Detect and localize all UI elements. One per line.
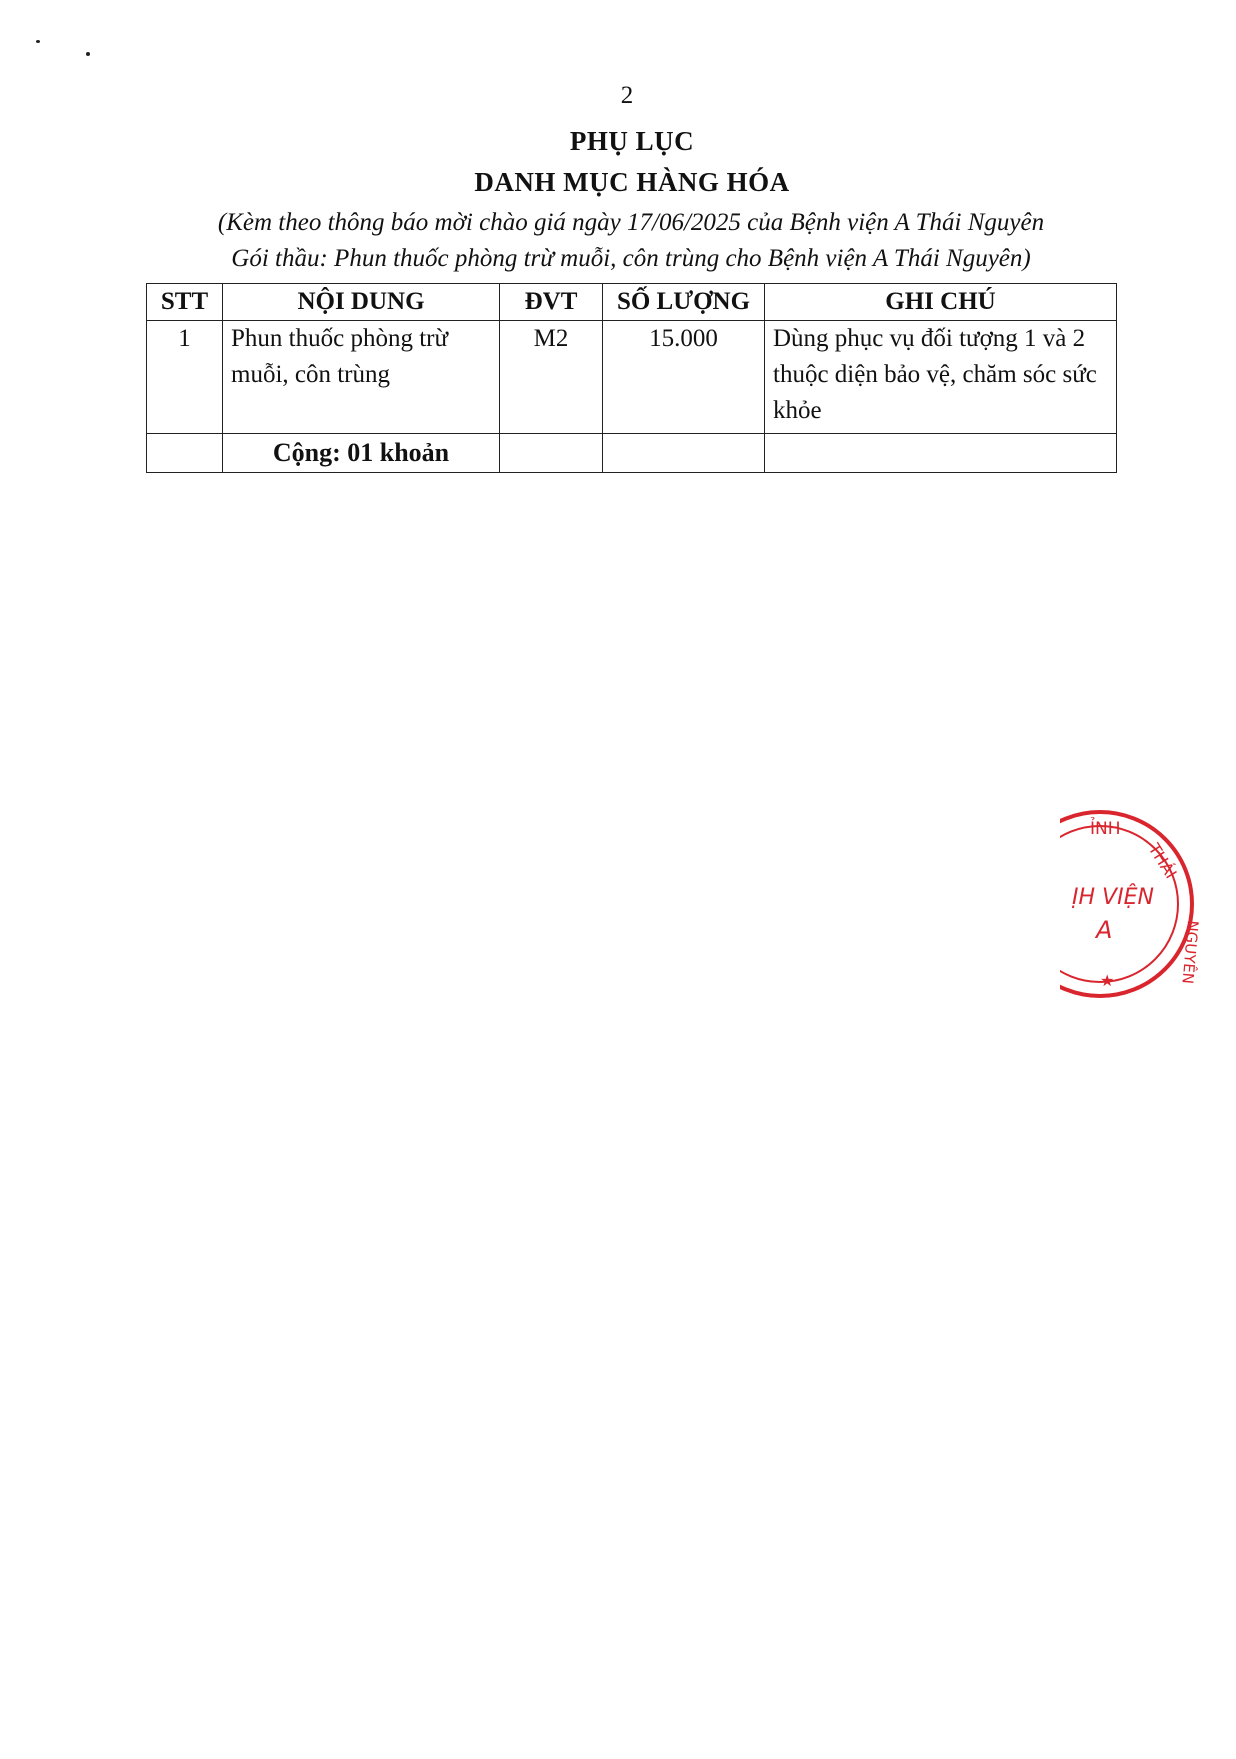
total-row: [147, 434, 1117, 473]
seal-text-center-2: A: [1096, 916, 1113, 944]
scan-speck: [36, 40, 40, 43]
total-cell-stt: [147, 434, 223, 473]
seal-star-icon: ★: [1100, 971, 1115, 990]
cell-ghi-chu: Dùng phục vụ đối tượng 1 và 2 thuộc diện bảo vệ, chăm sóc sức khỏe: [765, 321, 1117, 434]
goods-list-title: DANH MỤC HÀNG HÓA: [474, 167, 790, 197]
seal-text-right-2: NGUYÊN: [1178, 919, 1202, 985]
appendix-title: PHỤ LỤC: [569, 126, 695, 156]
total-cell-ghi-chu: [765, 434, 1117, 473]
cell-dvt: M2: [500, 321, 603, 434]
header-dvt: ĐVT: [500, 284, 603, 321]
seal-text-top: ỈNH: [1090, 819, 1121, 839]
header-ghi-chu: GHI CHÚ: [765, 284, 1117, 321]
header-noi-dung: NỘI DUNG: [223, 284, 500, 321]
total-cell-dvt: [500, 434, 603, 473]
table-header-row: [147, 284, 1117, 321]
header-so-luong: SỐ LƯỢNG: [603, 284, 765, 321]
seal-text-center-1: ỊH VIỆN: [1072, 885, 1154, 910]
cell-noi-dung: Phun thuốc phòng trừ muỗi, côn trùng: [223, 321, 500, 434]
subtitle-package: Gói thầu: Phun thuốc phòng trừ muỗi, côn trùng cho Bệnh viện A Thái Nguyên): [231, 245, 1031, 272]
cell-so-luong: 15.000: [603, 321, 765, 434]
page-number: 2: [620, 82, 634, 109]
cell-stt: 1: [147, 321, 223, 434]
total-label: Cộng: 01 khoản: [223, 434, 500, 473]
total-cell-so-luong: [603, 434, 765, 473]
table-row: [147, 321, 1117, 434]
header-stt: STT: [147, 284, 223, 321]
subtitle-reference: (Kèm theo thông báo mời chào giá ngày 17/06/2025 của Bệnh viện A Thái Nguyên: [217, 209, 1045, 236]
seal-text-right-1: THÁI: [1144, 840, 1181, 882]
scan-speck: [86, 52, 90, 56]
goods-table: [146, 283, 1117, 473]
official-seal-stamp: [1060, 800, 1220, 1010]
seal-graphic: [1060, 800, 1220, 1010]
